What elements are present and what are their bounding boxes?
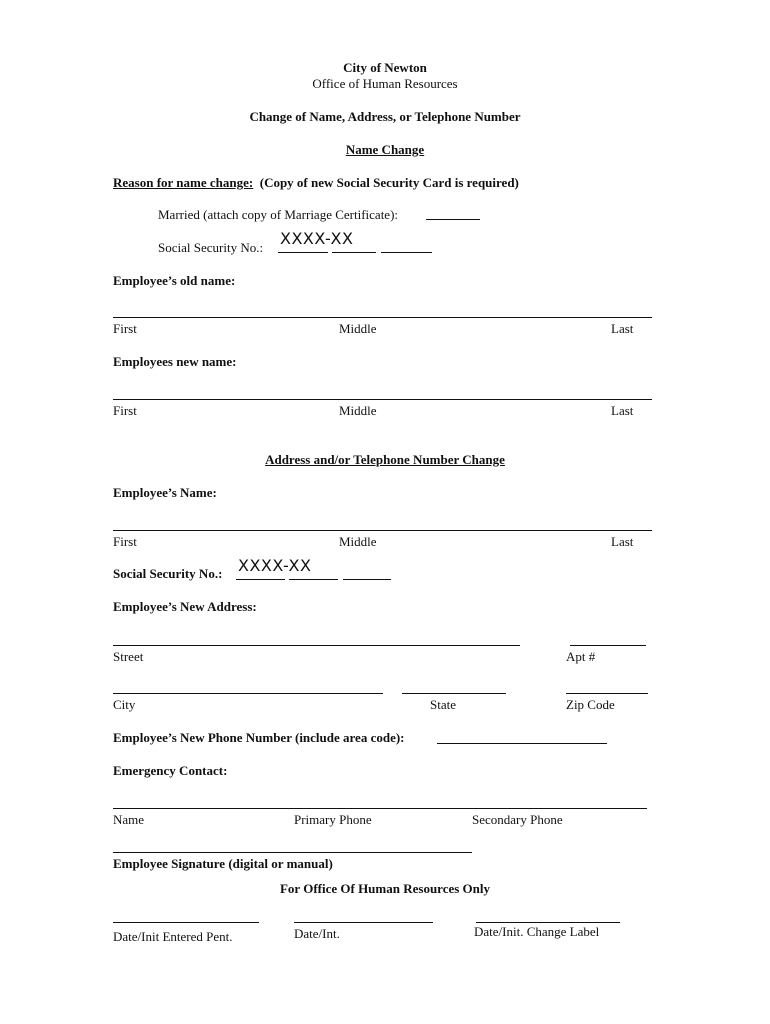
signature-label: Employee Signature (digital or manual) (113, 856, 333, 871)
new-address-label: Employee’s New Address: (113, 599, 257, 614)
ssn-fill-value: XXXX-XX (280, 229, 354, 248)
emergency-name-label: Name (113, 812, 145, 827)
date-init-label: Date/Int. (294, 926, 340, 941)
addr-ssn-fill-value: XXXX-XX (238, 556, 312, 575)
department-name: Office of Human Resources (312, 76, 458, 91)
emp-last-label: Last (611, 534, 634, 549)
ssn-field-part2[interactable] (332, 252, 376, 253)
employee-name-label: Employee’s Name: (113, 485, 217, 500)
ssn-field-part3[interactable] (381, 252, 432, 253)
date-init-field[interactable] (294, 922, 433, 923)
addr-ssn-field-part1[interactable] (236, 579, 285, 580)
name-change-heading: Name Change (345, 142, 425, 157)
ssn-field-part1[interactable] (278, 252, 328, 253)
apt-label: Apt # (566, 649, 596, 664)
form-title: Change of Name, Address, or Telephone Number (249, 109, 521, 124)
apt-field[interactable] (570, 645, 646, 646)
addr-ssn-field-part2[interactable] (289, 579, 338, 580)
office-use-heading: For Office Of Human Resources Only (279, 881, 491, 896)
ssn-label: Social Security No.: (158, 240, 264, 255)
married-field[interactable] (426, 219, 480, 220)
zip-label: Zip Code (566, 697, 615, 712)
street-label: Street (113, 649, 144, 664)
addr-ssn-label: Social Security No.: (113, 566, 223, 581)
change-label-field[interactable] (476, 922, 620, 923)
new-middle-label: Middle (339, 403, 377, 418)
new-name-field[interactable] (113, 399, 652, 400)
reason-note: (Copy of new Social Security Card is required) (259, 175, 519, 190)
city-field[interactable] (113, 693, 383, 694)
old-last-label: Last (611, 321, 634, 336)
org-name: City of Newton (343, 60, 427, 75)
zip-field[interactable] (566, 693, 648, 694)
new-first-label: First (113, 403, 137, 418)
state-field[interactable] (402, 693, 506, 694)
employee-name-field[interactable] (113, 530, 652, 531)
emergency-primary-label: Primary Phone (294, 812, 372, 827)
signature-field[interactable] (113, 852, 472, 853)
old-name-field[interactable] (113, 317, 652, 318)
old-name-label: Employee’s old name: (113, 273, 236, 288)
entered-field[interactable] (113, 922, 259, 923)
address-change-heading: Address and/or Telephone Number Change (265, 452, 505, 467)
change-label-label: Date/Init. Change Label (474, 924, 600, 939)
street-field[interactable] (113, 645, 520, 646)
state-label: State (430, 697, 456, 712)
new-last-label: Last (611, 403, 634, 418)
emergency-contact-label: Emergency Contact: (113, 763, 228, 778)
new-phone-label: Employee’s New Phone Number (include area code): (113, 730, 405, 745)
emergency-secondary-label: Secondary Phone (472, 812, 563, 827)
reason-label: Reason for name change: (113, 175, 254, 190)
old-first-label: First (113, 321, 137, 336)
entered-label: Date/Init Entered Pent. (113, 929, 233, 944)
old-middle-label: Middle (339, 321, 377, 336)
new-phone-field[interactable] (437, 743, 607, 744)
new-name-label: Employees new name: (113, 354, 237, 369)
addr-ssn-field-part3[interactable] (343, 579, 391, 580)
emp-middle-label: Middle (339, 534, 377, 549)
married-label: Married (attach copy of Marriage Certificate): (158, 207, 399, 222)
reason-row (113, 175, 519, 190)
city-label: City (113, 697, 136, 712)
emp-first-label: First (113, 534, 137, 549)
emergency-contact-field[interactable] (113, 808, 647, 809)
